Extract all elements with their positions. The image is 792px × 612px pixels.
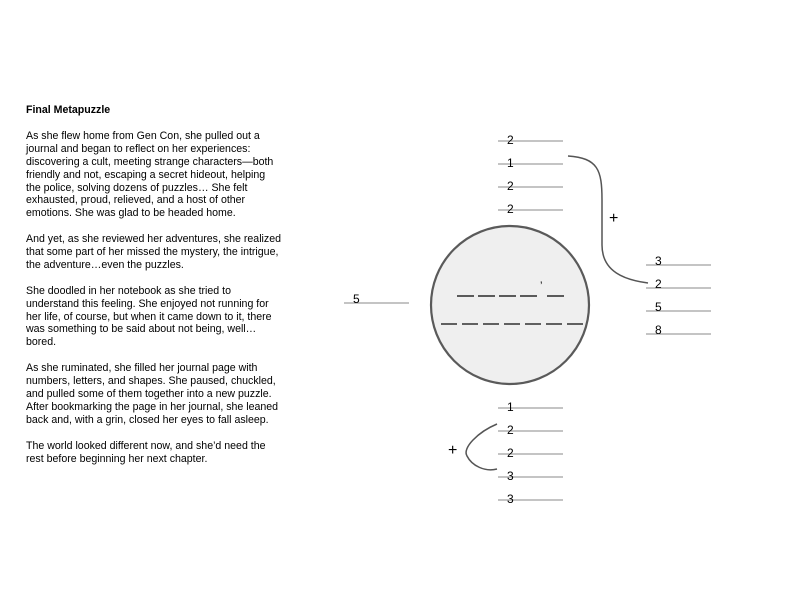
left-number	[344, 292, 409, 306]
paragraph-3: She doodled in her notebook as she tried to understand this feeling. She enjoyed not running for her life, of course, but when it came down to it, there was something to be said about not being, well… bored.	[26, 284, 272, 349]
connector-bracket	[568, 156, 648, 283]
clue-number: 2	[507, 423, 514, 437]
page-title: Final Metapuzzle	[26, 104, 111, 116]
clue-number: 2	[655, 277, 662, 291]
clue-number: 2	[507, 446, 514, 460]
answer-circle	[431, 226, 589, 384]
plus-sign: +	[448, 442, 458, 459]
paragraph-1: As she flew home from Gen Con, she pulled out a journal and began to reflect on her experiences: discovering a cult, meeting strange characters—both friendly and not, escaping a secret hideout, helping the police, solving dozens of puzzles… She felt exhausted, proud, relieved, and a host of other emotions. She was glad to be headed home.	[26, 129, 274, 220]
paragraph-2: And yet, as she reviewed her adventures, she realized that some part of her missed the mystery, the intrigue, the adventure…even the puzzles.	[26, 233, 281, 271]
clue-number: 1	[507, 400, 514, 414]
clue-number: 1	[507, 156, 514, 170]
top-number-stack	[498, 133, 563, 216]
connector-bracket	[466, 424, 497, 470]
bottom-number-stack	[498, 400, 563, 506]
paragraph-5: The world looked different now, and she’d need the rest before beginning her next chapter.	[26, 439, 266, 465]
clue-number: 3	[507, 492, 514, 506]
plus-sign: +	[609, 210, 619, 227]
clue-number: 2	[507, 179, 514, 193]
clue-number: 3	[655, 254, 662, 268]
right-number-stack	[646, 254, 711, 337]
clue-number: 8	[655, 323, 662, 337]
clue-number: 2	[507, 202, 514, 216]
clue-number: 5	[353, 292, 360, 306]
clue-number: 3	[507, 469, 514, 483]
apostrophe: ’	[540, 280, 543, 292]
clue-number: 5	[655, 300, 662, 314]
clue-number: 2	[507, 133, 514, 147]
paragraph-4: As she ruminated, she filled her journal page with numbers, letters, and shapes. She paused, chuckled, and pulled some of them together into a new puzzle. After bookmarking the page in her journal, she leaned back and, with a grin, closed her eyes to fall asleep.	[26, 362, 279, 426]
